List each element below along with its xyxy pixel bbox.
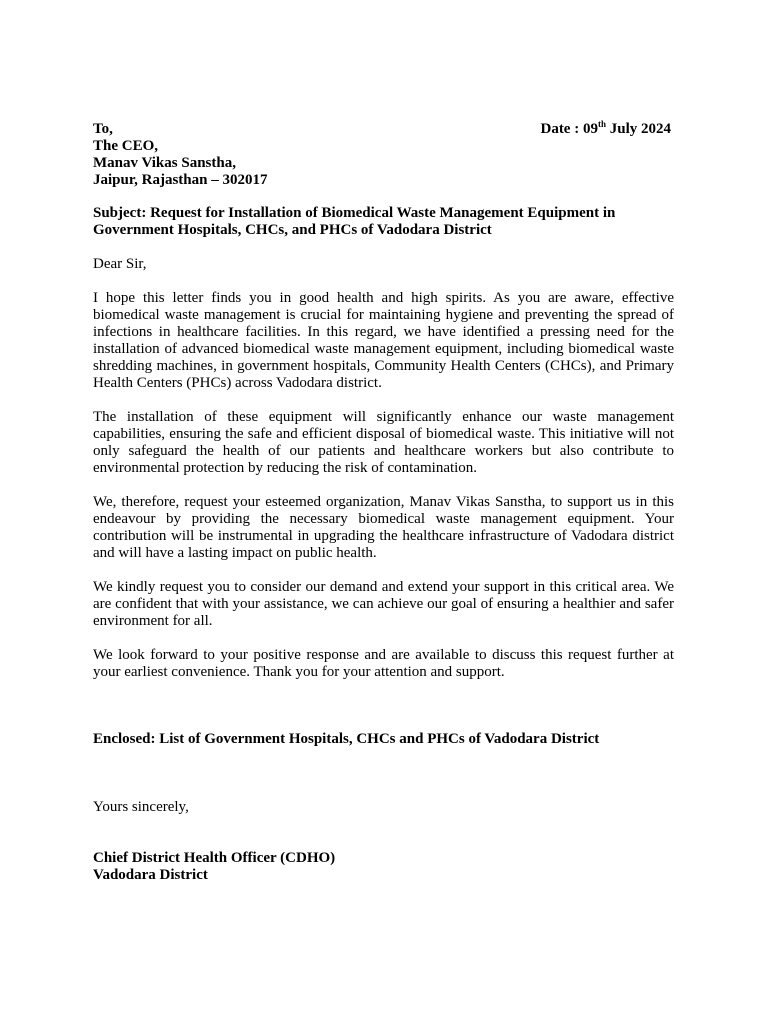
to-line: To, [93,121,113,137]
body-paragraph-4: We kindly request you to consider our demand and extend your support in this critical area. We are confident that with your assistance, we can achieve our goal of ensuring a healthier and safer environment for all. [93,579,674,629]
signature-block [93,850,674,884]
recipient-address [93,138,674,189]
letter-page [93,121,674,884]
date-suffix: July 2024 [605,121,671,137]
enclosure-note: Enclosed: List of Government Hospitals, CHCs and PHCs of Vadodara District [93,731,600,747]
body-paragraph-1: I hope this letter finds you in good health and high spirits. As you are aware, effective biomedical waste management is crucial for maintaining hygiene and preventing the spread of infections in healthcare facilities. In this regard, we have identified a pressing need for the installation of advanced biomedical waste management equipment, including biomedical waste shredding machines, in government hospitals, Community Health Centers (CHCs), and Primary Health Centers (PHCs) across Vadodara district. [93,290,674,391]
letter-date [540,121,671,138]
date-prefix: Date : 09 [540,121,598,137]
body-paragraph-3: We, therefore, request your esteemed organization, Manav Vikas Sanstha, to support us in this endeavour by providing the necessary biomedical waste management equipment. Your contribution will be instrumental in upgrading the healthcare infrastructure of Vadodara district and will have a lasting impact on public health. [93,494,674,561]
recipient-location: Jaipur, Rajasthan – 302017 [93,172,268,188]
signatory-title: Chief District Health Officer (CDHO) [93,850,336,866]
signatory-district: Vadodara District [93,867,208,883]
recipient-title: The CEO, [93,138,159,154]
salutation: Dear Sir, [93,256,147,272]
closing: Yours sincerely, [93,799,189,815]
body-paragraph-5: We look forward to your positive response and are available to discuss this request further at your earliest convenience. Thank you for your attention and support. [93,647,674,680]
date-superscript: th [597,119,606,129]
recipient-organization: Manav Vikas Sanstha, [93,155,236,171]
letter-header [93,121,674,138]
body-paragraph-2: The installation of these equipment will significantly enhance our waste management capabilities, ensuring the safe and efficient disposal of biomedical waste. This initiative will not only safeguard the health of our patients and healthcare workers but also contribute to environmental protection by reducing the risk of contamination. [93,409,674,476]
subject-line: Subject: Request for Installation of Biomedical Waste Management Equipment in Government Hospitals, CHCs, and PHCs of Vadodara District [93,205,616,238]
